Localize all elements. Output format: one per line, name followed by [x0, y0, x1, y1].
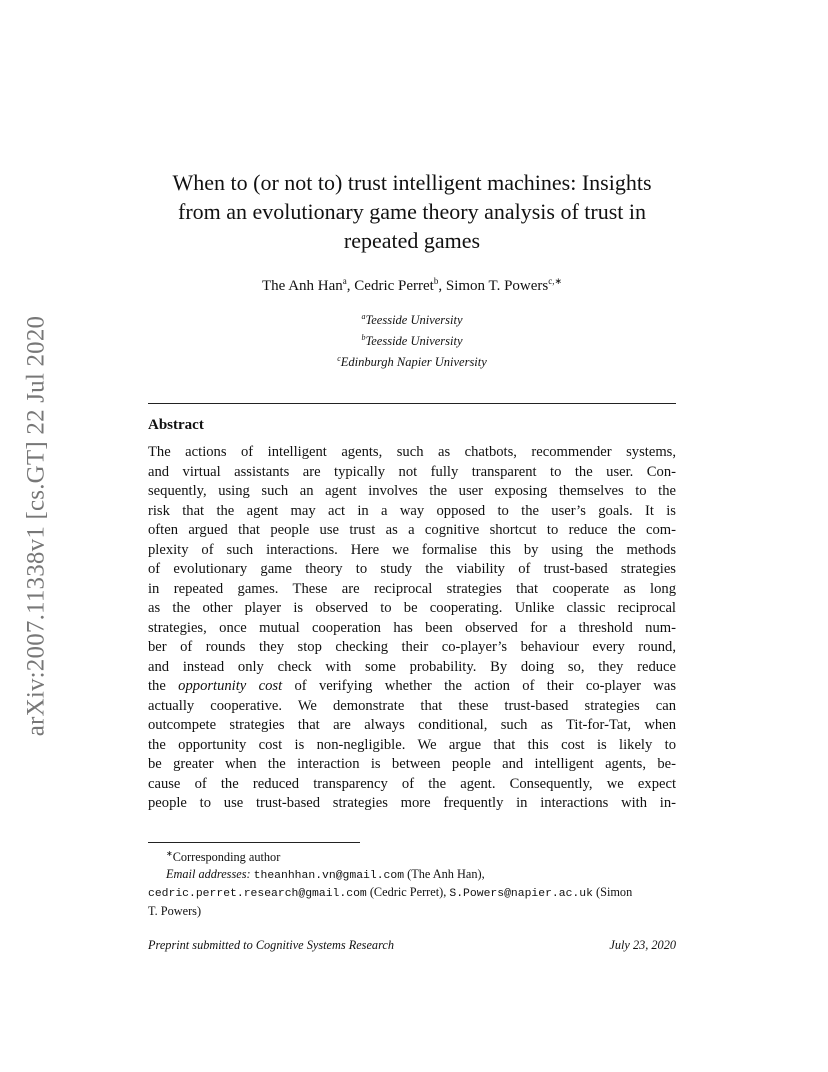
abstract-text: ber of rounds they stop checking their co-player’s behaviour every round, — [148, 639, 676, 655]
abstract-line — [148, 541, 676, 561]
abstract-text: as the other player is observed to be cooperating. Unlike classic reciprocal — [148, 600, 676, 616]
abstract-line — [148, 716, 676, 736]
abstract-line — [148, 599, 676, 619]
affiliation-text: Edinburgh Napier University — [340, 355, 487, 370]
abstract-text: people to use trust-based strategies more frequently in interactions with in- — [148, 795, 676, 811]
abstract-text: actually cooperative. We demonstrate that these trust-based strategies can — [148, 697, 676, 714]
abstract-line — [148, 482, 676, 502]
title-line: repeated games — [343, 228, 481, 253]
abstract-text: strategies, once mutual cooperation has been observed for a threshold num- — [148, 619, 676, 636]
title-line: from an evolutionary game theory analysis of trust in — [178, 199, 646, 224]
abstract-line — [148, 658, 676, 678]
author-name: The Anh Han — [261, 278, 343, 294]
corresponding-author-text: Corresponding author — [172, 850, 281, 865]
abstract-line — [148, 560, 676, 580]
abstract-text: of verifying whether the action of their co-player was — [282, 678, 676, 694]
email-line — [148, 903, 676, 920]
abstract-text: outcompete strategies that are always conditional, such as Tit-for-Tat, when — [148, 717, 676, 733]
arxiv-stamp-text: arXiv:2007.11338v1 [cs.GT] 22 Jul 2020 — [22, 315, 50, 737]
abstract-text: of evolutionary game theory to study the viability of trust-based strategies — [148, 561, 676, 577]
abstract-line — [148, 580, 676, 600]
affiliation-list — [148, 308, 676, 371]
page-footer — [148, 938, 676, 953]
abstract-heading: Abstract — [148, 417, 204, 433]
author-list — [148, 276, 676, 295]
abstract-text: plexity of such interactions. Here we formalise this by using the methods — [148, 541, 676, 558]
author-separator: , — [346, 278, 355, 294]
abstract-text: be greater when the interaction is between people and intelligent agents, be- — [148, 756, 676, 772]
email-link[interactable]: S.Powers@napier.ac.uk — [449, 888, 593, 901]
email-link[interactable]: cedric.perret.research@gmail.com — [148, 888, 367, 901]
email-owner: (The Anh Han), — [404, 866, 485, 881]
author-mark: c,∗ — [548, 276, 563, 286]
abstract-line — [148, 697, 676, 717]
abstract-body — [148, 443, 676, 814]
footnotes — [148, 846, 676, 919]
abstract-text: risk that the agent may act in a way opposed to the user’s goals. It is — [148, 502, 676, 519]
abstract-emphasis: opportunity cost — [178, 678, 283, 694]
affiliation-text: Teesside University — [365, 313, 463, 328]
affiliation-text: Teesside University — [365, 334, 463, 349]
abstract-line — [148, 521, 676, 541]
author-mark: a — [342, 276, 347, 286]
email-link[interactable]: theanhhan.vn@gmail.com — [253, 869, 405, 882]
abstract-text: the opportunity cost is non-negligible. We argue that this cost is likely to — [148, 736, 676, 753]
email-label: Email addresses: — [166, 866, 251, 881]
abstract-line — [148, 736, 676, 756]
abstract-text: sequently, using such an agent involves the user exposing themselves to the — [148, 483, 676, 499]
abstract-text: The actions of intelligent agents, such as chatbots, recommender systems, — [148, 444, 676, 460]
author-name: Simon T. Powers — [445, 278, 549, 294]
email-owner: (Cedric Perret), — [366, 885, 450, 900]
abstract-line — [148, 755, 676, 775]
email-owner: (Simon — [592, 885, 633, 900]
abstract-line — [148, 619, 676, 639]
abstract-text: cause of the reduced transparency of the agent. Consequently, we expect — [148, 775, 676, 792]
abstract-line — [148, 502, 676, 522]
affiliation-mark: b — [361, 333, 366, 343]
paper-title — [148, 168, 676, 255]
affiliation — [148, 308, 676, 329]
abstract-line — [148, 677, 676, 697]
affiliation — [148, 350, 676, 371]
footnote-mark: ∗ — [166, 849, 173, 858]
abstract-text: and instead only check with some probability. By doing so, they reduce — [148, 658, 676, 675]
footer-venue: Preprint submitted to Cognitive Systems Research — [148, 938, 395, 952]
abstract-line — [148, 463, 676, 483]
abstract-line — [148, 794, 676, 814]
author-mark: b — [433, 276, 439, 286]
footnote-rule — [148, 842, 360, 843]
abstract-line — [148, 443, 676, 463]
abstract-text: often argued that people use trust as a cognitive shortcut to reduce the com- — [148, 522, 676, 538]
abstract-top-rule — [148, 403, 676, 404]
abstract-text: the — [148, 678, 179, 694]
corresponding-author-note — [148, 846, 676, 866]
arxiv-stamp — [14, 296, 58, 756]
abstract-text: in repeated games. These are reciprocal strategies that cooperate as long — [148, 580, 676, 597]
affiliation-mark: c — [337, 354, 341, 364]
affiliation-mark: a — [361, 312, 366, 321]
abstract-line — [148, 775, 676, 795]
abstract-text: and virtual assistants are typically not fully transparent to the user. Con- — [148, 463, 676, 480]
title-line: When to (or not to) trust intelligent machines: Insights — [172, 170, 652, 195]
email-line — [148, 866, 676, 885]
email-line — [148, 884, 676, 903]
affiliation — [148, 329, 676, 350]
abstract-line — [148, 638, 676, 658]
email-owner: T. Powers) — [148, 903, 202, 918]
author-name: Cedric Perret — [354, 278, 434, 294]
footer-date: July 23, 2020 — [609, 938, 676, 952]
author-separator: , — [438, 278, 446, 294]
